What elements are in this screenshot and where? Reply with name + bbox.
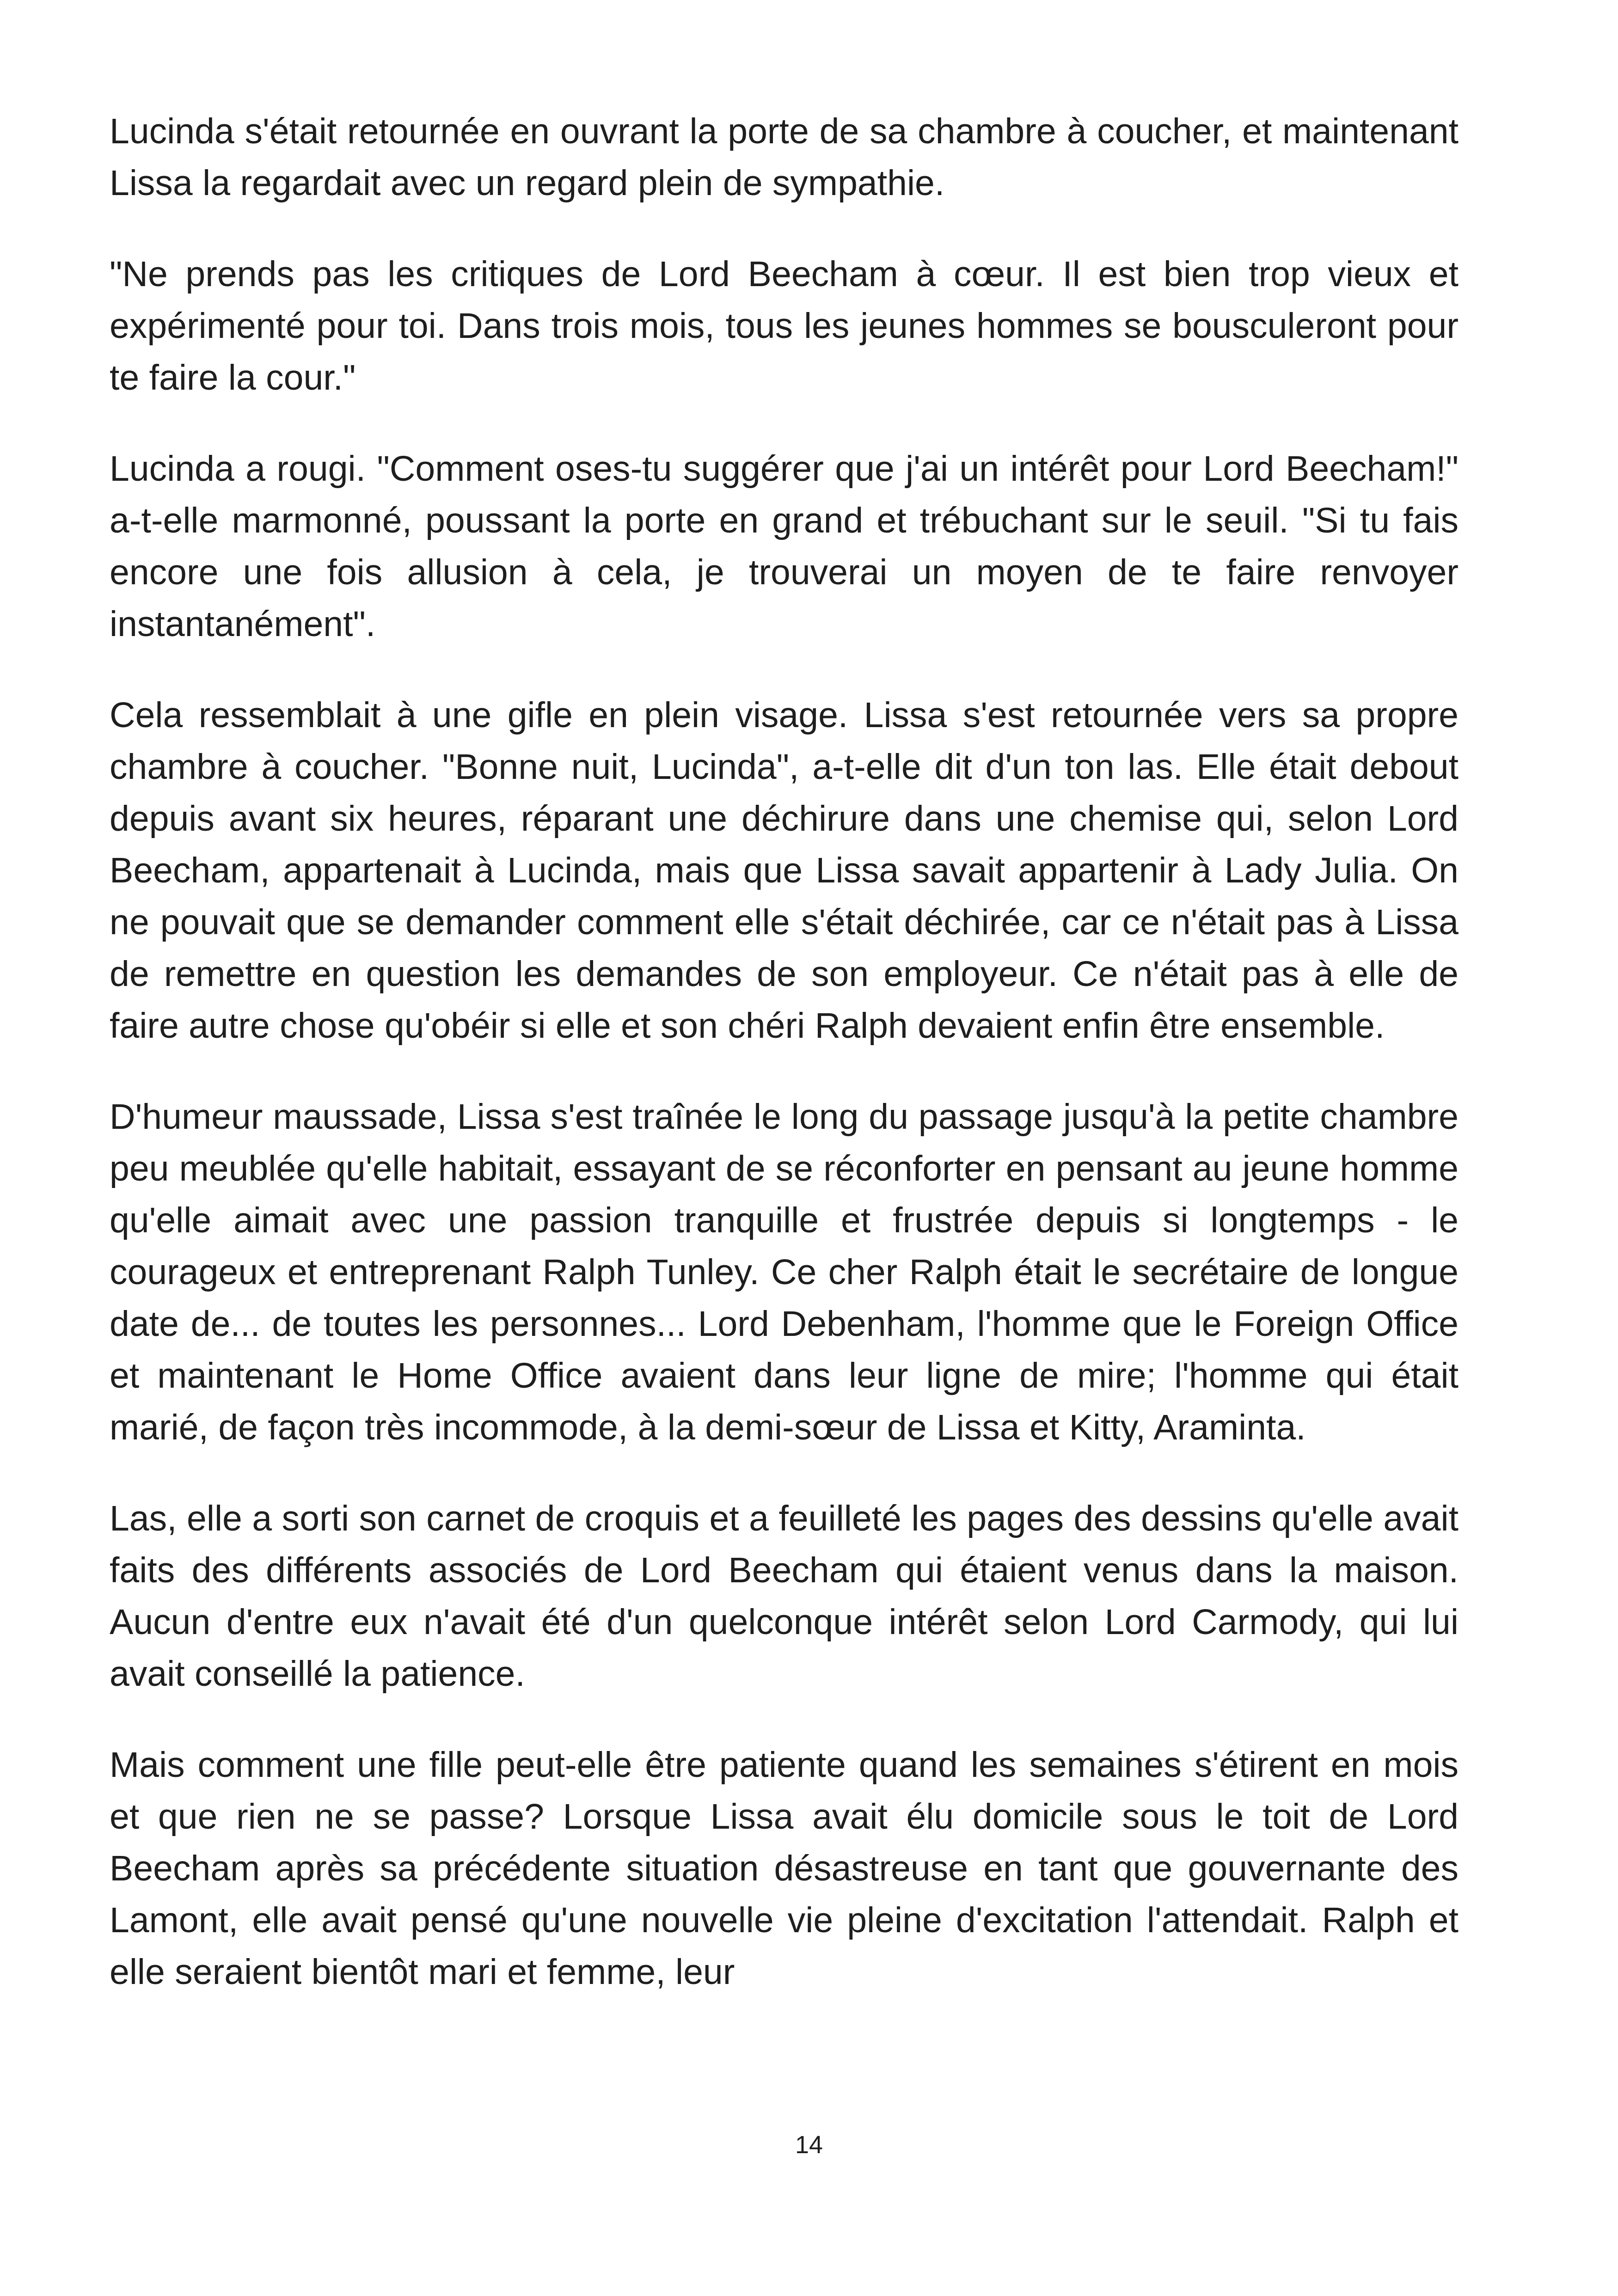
- paragraph-3: Lucinda a rougi. "Comment oses-tu suggérer que j'ai un intérêt pour Lord Beecham!" a-t-elle marmonné, poussant la porte en grand et trébuchant sur le seuil. "Si tu fais encore une fois allusion à cela, je trouverai un moyen de te faire renvoyer instantanément".: [110, 449, 1459, 644]
- paragraph-4: Cela ressemblait à une gifle en plein visage. Lissa s'est retournée vers sa propre chambre à coucher. "Bonne nuit, Lucinda", a-t-elle dit d'un ton las. Elle était debout depuis avant six heures, réparant une déchirure dans une chemise qui, selon Lord Beecham, appartenait à Lucinda, mais que Lissa savait appartenir à Lady Julia. On ne pouvait que se demander comment elle s'était déchirée, car ce n'était pas à Lissa de remettre en question les demandes de son employeur. Ce n'était pas à elle de faire autre chose qu'obéir si elle et son chéri Ralph devaient enfin être ensemble.: [110, 695, 1459, 1046]
- paragraph-7: Mais comment une fille peut-elle être patiente quand les semaines s'étirent en mois et que rien ne se passe? Lorsque Lissa avait élu domicile sous le toit de Lord Beecham après sa précédente situation désastreuse en tant que gouvernante des Lamont, elle avait pensé qu'une nouvelle vie pleine d'excitation l'attendait. Ralph et elle seraient bientôt mari et femme, leur: [110, 1745, 1459, 1992]
- paragraph-1: Lucinda s'était retournée en ouvrant la porte de sa chambre à coucher, et maintenant Lissa la regardait avec un regard plein de sympathie.: [110, 111, 1459, 203]
- paragraph-2: "Ne prends pas les critiques de Lord Beecham à cœur. Il est bien trop vieux et expérimenté pour toi. Dans trois mois, tous les jeunes hommes se bousculeront pour te faire la cour.": [110, 254, 1459, 398]
- page-number: 14: [795, 2131, 823, 2159]
- paragraph-6: Las, elle a sorti son carnet de croquis et a feuilleté les pages des dessins qu'elle avait faits des différents associés de Lord Beecham qui étaient venus dans la maison. Aucun d'entre eux n'avait été d'un quelconque intérêt selon Lord Carmody, qui lui avait conseillé la patience.: [110, 1499, 1459, 1694]
- body-text: [110, 105, 1459, 2037]
- paragraph-5: D'humeur maussade, Lissa s'est traînée le long du passage jusqu'à la petite chambre peu meublée qu'elle habitait, essayant de se réconforter en pensant au jeune homme qu'elle aimait avec une passion tranquille et frustrée depuis si longtemps - le courageux et entreprenant Ralph Tunley. Ce cher Ralph était le secrétaire de longue date de... de toutes les personnes... Lord Debenham, l'homme que le Foreign Office et maintenant le Home Office avaient dans leur ligne de mire; l'homme qui était marié, de façon très incommode, à la demi-sœur de Lissa et Kitty, Araminta.: [110, 1097, 1459, 1447]
